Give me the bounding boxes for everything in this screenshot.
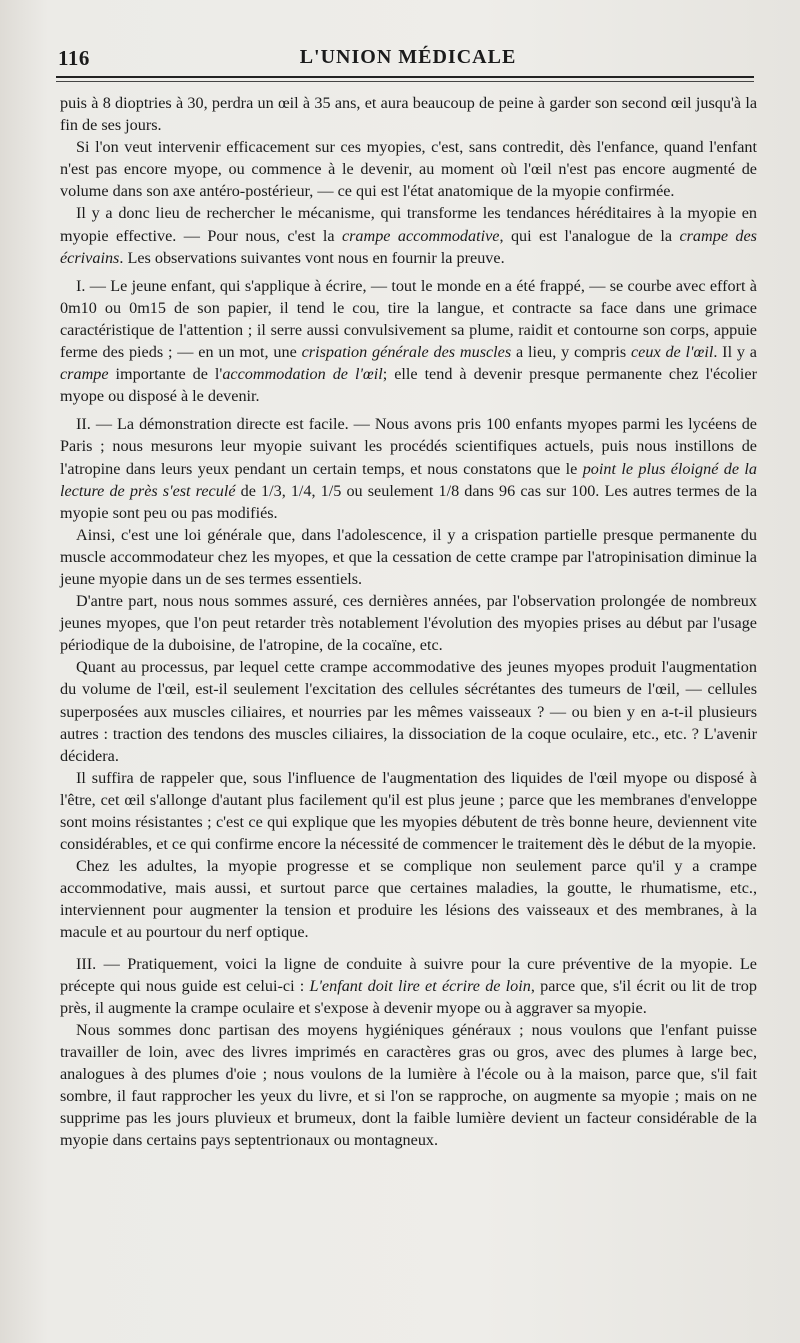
paragraph [60, 1019, 757, 1152]
text-segment: I. — Le jeune enfant, qui s'applique à écrire, — tout le monde en a été frappé, — se courbe avec effort à 0m10 ou 0m15 de son papier, il tend le cou, tire la langue, et contracte sa face dans une grimace caractéristique de l'attention ; il serre aussi convulsivement sa plume, raidit et contourne son corps, appuie ferme des pieds ; — en un mot, une [60, 276, 757, 362]
text-segment: puis à 8 dioptries à 30, perdra un œil à 35 ans, et aura beaucoup de peine à garder son second œil jusqu'à la fin de ses jours. [60, 94, 757, 135]
text-segment: Il y a donc lieu de rechercher le mécanisme, qui transforme les tendances héréditaires à la myopie en myopie effective. — Pour nous, c'est la [60, 204, 757, 245]
paragraph [60, 92, 757, 136]
text-segment: II. — La démonstration directe est facile. — Nous avons pris 100 enfants myopes parmi les lycéens de Paris ; nous mesurons leur myopie suivant les procédés scientifiques actuels, puis nous instillons de l'atropine dans leurs yeux pendant un certain temps, et nous constatons que le [60, 415, 757, 478]
text-segment: Quant au processus, par lequel cette crampe accommodative des jeunes myopes produit l'augmentation du volume de l'œil, est-il seulement l'excitation des cellules sécrétantes des tumeurs de l'œil, — cellules superposées aux muscles ciliaires, et nourries par les mêmes vaisseaux ? — ou bien y en a-t-il plusieurs autres : traction des tendons des muscles ciliaires, la dissociation de la coque oculaire, etc., etc. ? L'avenir décidera. [60, 658, 757, 765]
text-segment: Si l'on veut intervenir efficacement sur ces myopies, c'est, sans contredit, dès l'enfance, quand l'enfant n'est pas encore myope, ou commence à le devenir, au moment où l'œil n'est pas encore augmenté de volume dans son axe antéro-postérieur, — ce qui est l'état anatomique de la myopie confirmée. [60, 138, 757, 201]
text-segment: Nous sommes donc partisan des moyens hygiéniques généraux ; nous voulons que l'enfant puisse travailler de loin, avec des livres imprimés en caractères gras ou gros, avec des plumes à large bec, analogues à des plumes d'oie ; nous voulons de la lumière à l'école ou à la maison, parce que, s'il fait sombre, il faut rapprocher les yeux du livre, et si l'on se rapproche, on augmente sa myopie ; mais on ne supprime pas les jours pluvieux et brumeux, dont la faible lumière devient un facteur considérable de la myopie dans certains pays septentrionaux ou montagneux. [60, 1020, 757, 1150]
text-segment: Chez les adultes, la myopie progresse et se complique non seulement parce qu'il y a crampe accommodative, mais aussi, et surtout parce que certaines maladies, la goutte, le rhumatisme, etc., interviennent pour augmenter la tension et produire les lésions des vaisseaux et des membranes, à la macule et au pourtour du nerf optique. [60, 857, 757, 942]
page-number: 116 [58, 46, 90, 70]
italic-text: crampe [60, 365, 109, 384]
italic-text: crampe des écrivains [60, 226, 757, 267]
text-segment: Il suffira de rappeler que, sous l'influence de l'augmentation des liquides de l'œil myope ou disposé à l'être, cet œil s'allonge d'autant plus facilement qu'il est plus jeune ; parce que les membranes d'enveloppe sont moins résistantes ; c'est ce qui explique que les myopies débutent de très bonne heure, deviennent vite considérables, et ce qui confirme encore la nécessité de commencer le traitement dès le début de la myopie. [60, 768, 757, 854]
journal-title: L'UNION MÉDICALE [299, 46, 517, 68]
text-segment: , qui est l'analogue de la [499, 226, 680, 245]
paragraph [60, 275, 757, 408]
paragraph [60, 855, 757, 943]
text-segment: de 1/3, 1/4, 1/5 ou seulement 1/8 dans 96 cas sur 100. Les autres termes de la myopie sont peu ou pas modifiés. [60, 481, 757, 522]
running-head [58, 44, 758, 74]
text-segment: a lieu, y compris [511, 343, 631, 362]
text-segment: Ainsi, c'est une loi générale que, dans l'adolescence, il y a crispation partielle presque permanente du muscle accommodateur chez les myopes, et que la cessation de cette crampe par l'atropinisation diminue la jeune myopie dans un de ses termes essentiels. [60, 525, 757, 588]
paragraph [60, 524, 757, 590]
italic-text: ceux de l'œil [631, 343, 714, 362]
text-segment: . Il y a [713, 343, 757, 362]
italic-text: crispation générale des muscles [301, 343, 512, 362]
italic-text: L'enfant doit lire et écrire de loin [309, 976, 531, 995]
paragraph [60, 953, 757, 1019]
text-segment: D'antre part, nous nous sommes assuré, ces dernières années, par l'observation prolongée de nombreux jeunes myopes, que l'on peut retarder très notablement l'évolution des myopies prises au début par l'usage périodique de la duboisine, de l'atropine, de la cocaïne, etc. [60, 592, 757, 655]
paragraph [60, 413, 757, 523]
paragraph [60, 136, 757, 202]
paragraph [60, 202, 757, 268]
paragraph [60, 656, 757, 766]
text-segment: . Les observations suivantes vont nous en fournir la preuve. [119, 248, 505, 267]
italic-text: accommodation de l'œil [222, 365, 383, 384]
text-segment: ; elle tend à devenir presque permanente chez l'écolier myope ou disposé à le devenir. [60, 365, 757, 406]
paragraph [60, 590, 757, 656]
text-segment: importante de l' [108, 365, 223, 384]
text-segment: III. — Pratiquement, voici la ligne de conduite à suivre pour la cure préventive de la myopie. Le précepte qui nous guide est celui-ci : [60, 954, 757, 995]
italic-text: crampe accommodative [341, 226, 500, 245]
italic-text: point le plus éloigné de la lecture de près s'est reculé [60, 459, 757, 500]
text-segment: , parce que, s'il écrit ou lit de trop près, il augmente la crampe oculaire et s'expose à devenir myope ou à aggraver sa myopie. [60, 976, 757, 1017]
article-body [60, 92, 757, 1151]
header-rule [56, 76, 754, 82]
paragraph [60, 767, 757, 855]
